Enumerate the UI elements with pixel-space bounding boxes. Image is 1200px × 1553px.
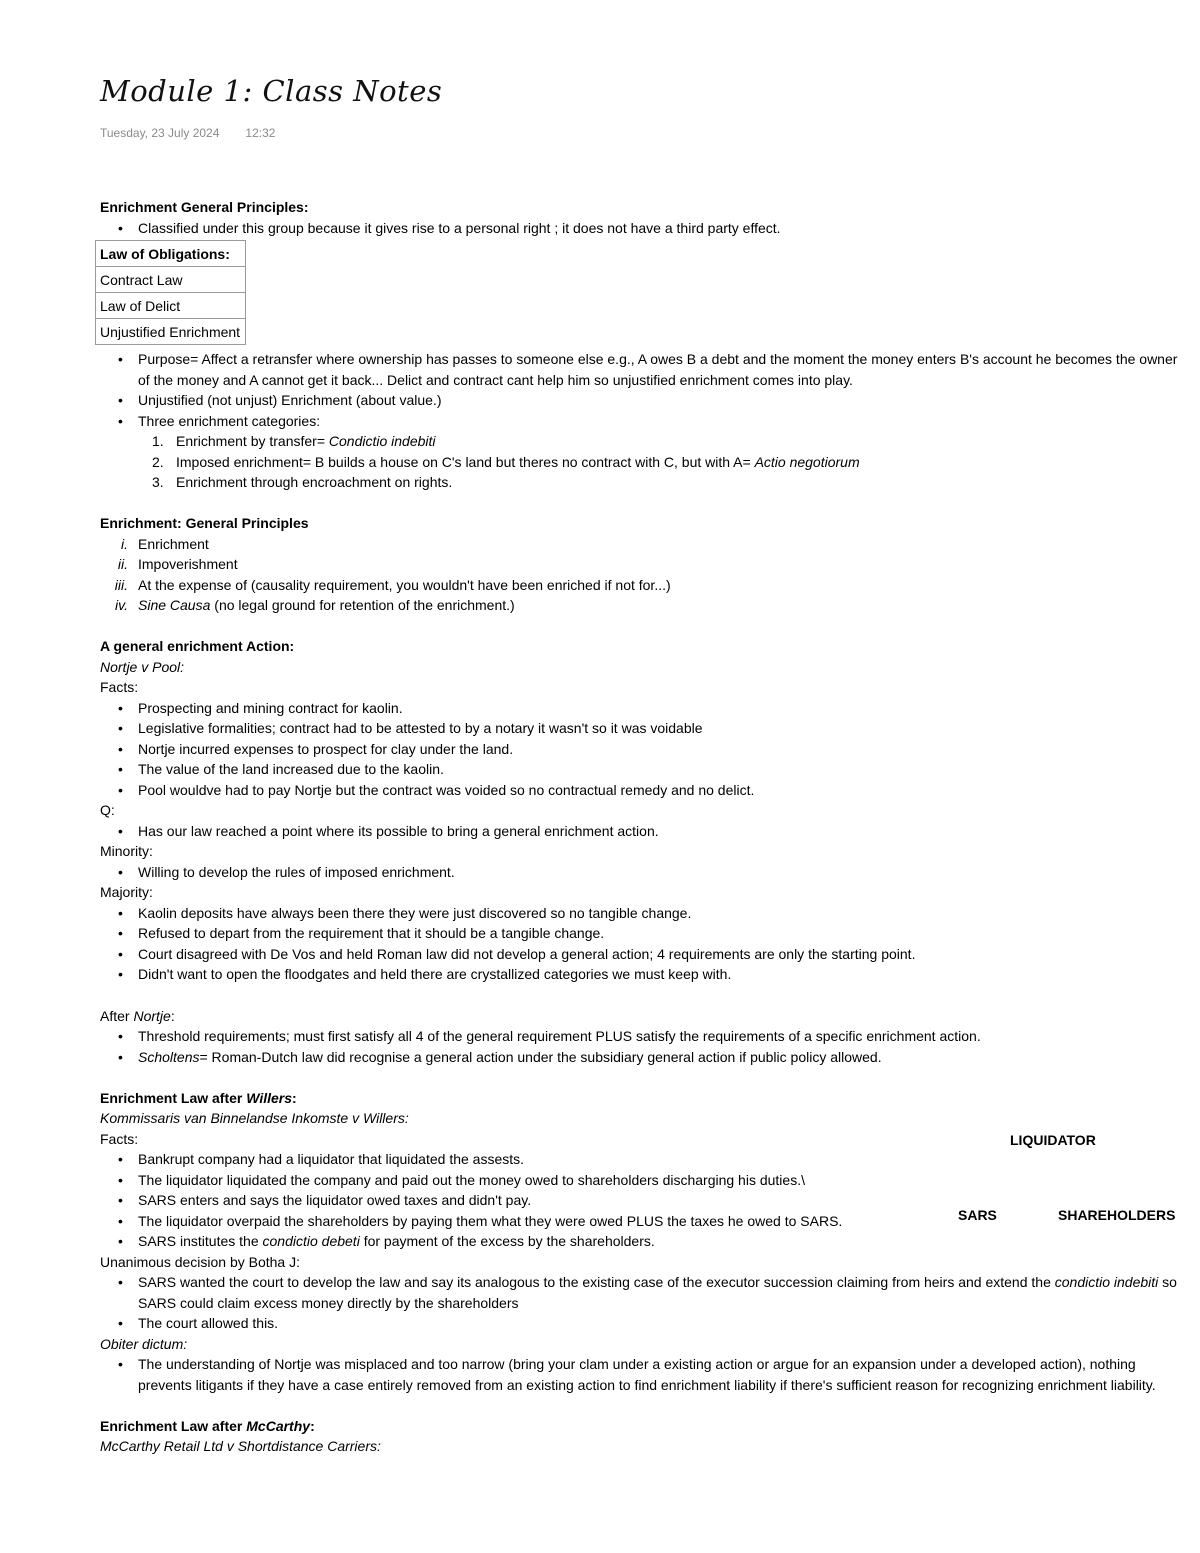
bullet-list [100, 218, 1188, 239]
bullet-list [100, 1026, 1188, 1067]
list-item: • The liquidator liquidated the company and paid out the money owed to shareholders discharging his duties.\ [138, 1170, 1188, 1191]
note-body[interactable] [100, 197, 1188, 1457]
diagram-label-sars: SARS [958, 1207, 997, 1223]
bullet-list [100, 903, 1188, 985]
list-item: • Purpose= Affect a retransfer where ownership has passes to someone else e.g., A owes B a debt and the moment the money enters B's account he becomes the owner of the money and A cannot get it back... Delict and contract cant help him so unjustified enrichment comes into play. [138, 349, 1188, 390]
list-item: • The understanding of Nortje was misplaced and too narrow (bring your clam under a existing action or argue for an expansion under a developed action), nothing prevents litigants if they have a case entirely removed from an existing action to find enrichment liability if there's sufficient reason for recognizing enrichment liability. [138, 1354, 1188, 1395]
table-cell: Law of Delict [96, 293, 246, 319]
list-item: • Didn't want to open the floodgates and held there are crystallized categories we must keep with. [138, 964, 1188, 985]
table-cell: Contract Law [96, 267, 246, 293]
list-item: • Has our law reached a point where its possible to bring a general enrichment action. [138, 821, 1188, 842]
list-item: 3. Enrichment through encroachment on rights. [152, 474, 453, 490]
diagram-label-liquidator: LIQUIDATOR [1010, 1132, 1096, 1148]
bullet-list [100, 1272, 1188, 1334]
list-item: • The liquidator overpaid the shareholders by paying them what they were owed PLUS the taxes he owed to SARS. [138, 1211, 1188, 1232]
label: Facts: [100, 679, 139, 695]
bullet-list [100, 349, 1188, 431]
list-item: • SARS enters and says the liquidator owed taxes and didn't pay. [138, 1190, 1188, 1211]
bullet-list [100, 862, 1188, 883]
bullet-list [100, 821, 1188, 842]
list-item: iv. Sine Causa (no legal ground for retention of the enrichment.) [115, 597, 515, 613]
label: Obiter dictum: [100, 1335, 188, 1352]
list-item: • Kaolin deposits have always been there they were just discovered so no tangible change. [138, 903, 1188, 924]
list-item: • The value of the land increased due to the kaolin. [138, 759, 1188, 780]
list-item: • Unjustified (not unjust) Enrichment (about value.) [138, 390, 1188, 411]
section-heading: Enrichment General Principles: [100, 199, 309, 215]
table-cell: Law of Obligations: [96, 241, 246, 267]
label: Unanimous decision by Botha J: [100, 1253, 300, 1270]
label: Minority: [100, 843, 153, 859]
list-item: • Refused to depart from the requirement that it should be a tangible change. [138, 923, 1188, 944]
list-item: • SARS institutes the condictio debeti for payment of the excess by the shareholders. [138, 1231, 1188, 1252]
list-item: • SARS wanted the court to develop the law and say its analogous to the existing case of the executor succession claiming from heirs and extend the condictio indebiti so SARS could claim excess money directly by the shareholders [138, 1272, 1188, 1313]
bullet-list [100, 1354, 1188, 1395]
list-item: 2. Imposed enrichment= B builds a house on C's land but theres no contract with C, but with A= Actio negotiorum [152, 453, 860, 470]
label: After Nortje: [100, 1007, 175, 1024]
list-item: • Three enrichment categories: [138, 411, 1188, 432]
page-title: Module 1: Class Notes [100, 74, 443, 108]
roman-list [100, 534, 1188, 616]
case-name: Kommissaris van Binnelandse Inkomste v Willers: [100, 1110, 409, 1126]
list-item: 1. Enrichment by transfer= Condictio indebiti [152, 433, 436, 449]
section-heading: A general enrichment Action: [100, 638, 295, 654]
list-item: • The court allowed this. [138, 1313, 1188, 1334]
label: Q: [100, 802, 115, 818]
page-timestamp [100, 126, 275, 140]
label: Majority: [100, 884, 153, 900]
bullet-list [100, 698, 1188, 801]
section-heading: Enrichment: General Principles [100, 515, 309, 531]
list-item: • Scholtens= Roman-Dutch law did recognise a general action under the subsidiary general action if public policy allowed. [138, 1047, 1188, 1068]
list-item: • Classified under this group because it gives rise to a personal right ; it does not have a third party effect. [138, 218, 1188, 239]
bullet-list [100, 1149, 1188, 1252]
numbered-list [100, 431, 1188, 493]
list-item: • Nortje incurred expenses to prospect for clay under the land. [138, 739, 1188, 760]
list-item: • Bankrupt company had a liquidator that liquidated the assests. [138, 1149, 1188, 1170]
list-item: i. Enrichment [121, 535, 209, 552]
list-item: • Prospecting and mining contract for kaolin. [138, 698, 1188, 719]
obligations-table [95, 240, 246, 345]
case-name: McCarthy Retail Ltd v Shortdistance Carriers: [100, 1438, 381, 1454]
list-item: • Pool wouldve had to pay Nortje but the contract was voided so no contractual remedy and no delict. [138, 780, 1188, 801]
list-item: • Court disagreed with De Vos and held Roman law did not develop a general action; 4 requirements are only the starting point. [138, 944, 1188, 965]
label: Facts: [100, 1130, 139, 1147]
list-item: • Willing to develop the rules of imposed enrichment. [138, 862, 1188, 883]
diagram-label-shareholders: SHAREHOLDERS [1058, 1207, 1176, 1223]
case-name: Nortje v Pool: [100, 658, 185, 675]
section-heading: Enrichment Law after McCarthy: [100, 1417, 315, 1434]
page-date: Tuesday, 23 July 2024 [100, 126, 220, 140]
list-item: • Legislative formalities; contract had to be attested to by a notary it wasn't so it was voidable [138, 718, 1188, 739]
page-time: 12:32 [245, 126, 276, 140]
section-heading: Enrichment Law after Willers: [100, 1089, 297, 1106]
table-cell: Unjustified Enrichment [96, 319, 246, 345]
list-item: iii. At the expense of (causality requirement, you wouldn't have been enriched if not for...) [114, 576, 671, 593]
list-item: • Threshold requirements; must first satisfy all 4 of the general requirement PLUS satisfy the requirements of a specific enrichment action. [138, 1026, 1188, 1047]
list-item: ii. Impoverishment [117, 556, 238, 572]
